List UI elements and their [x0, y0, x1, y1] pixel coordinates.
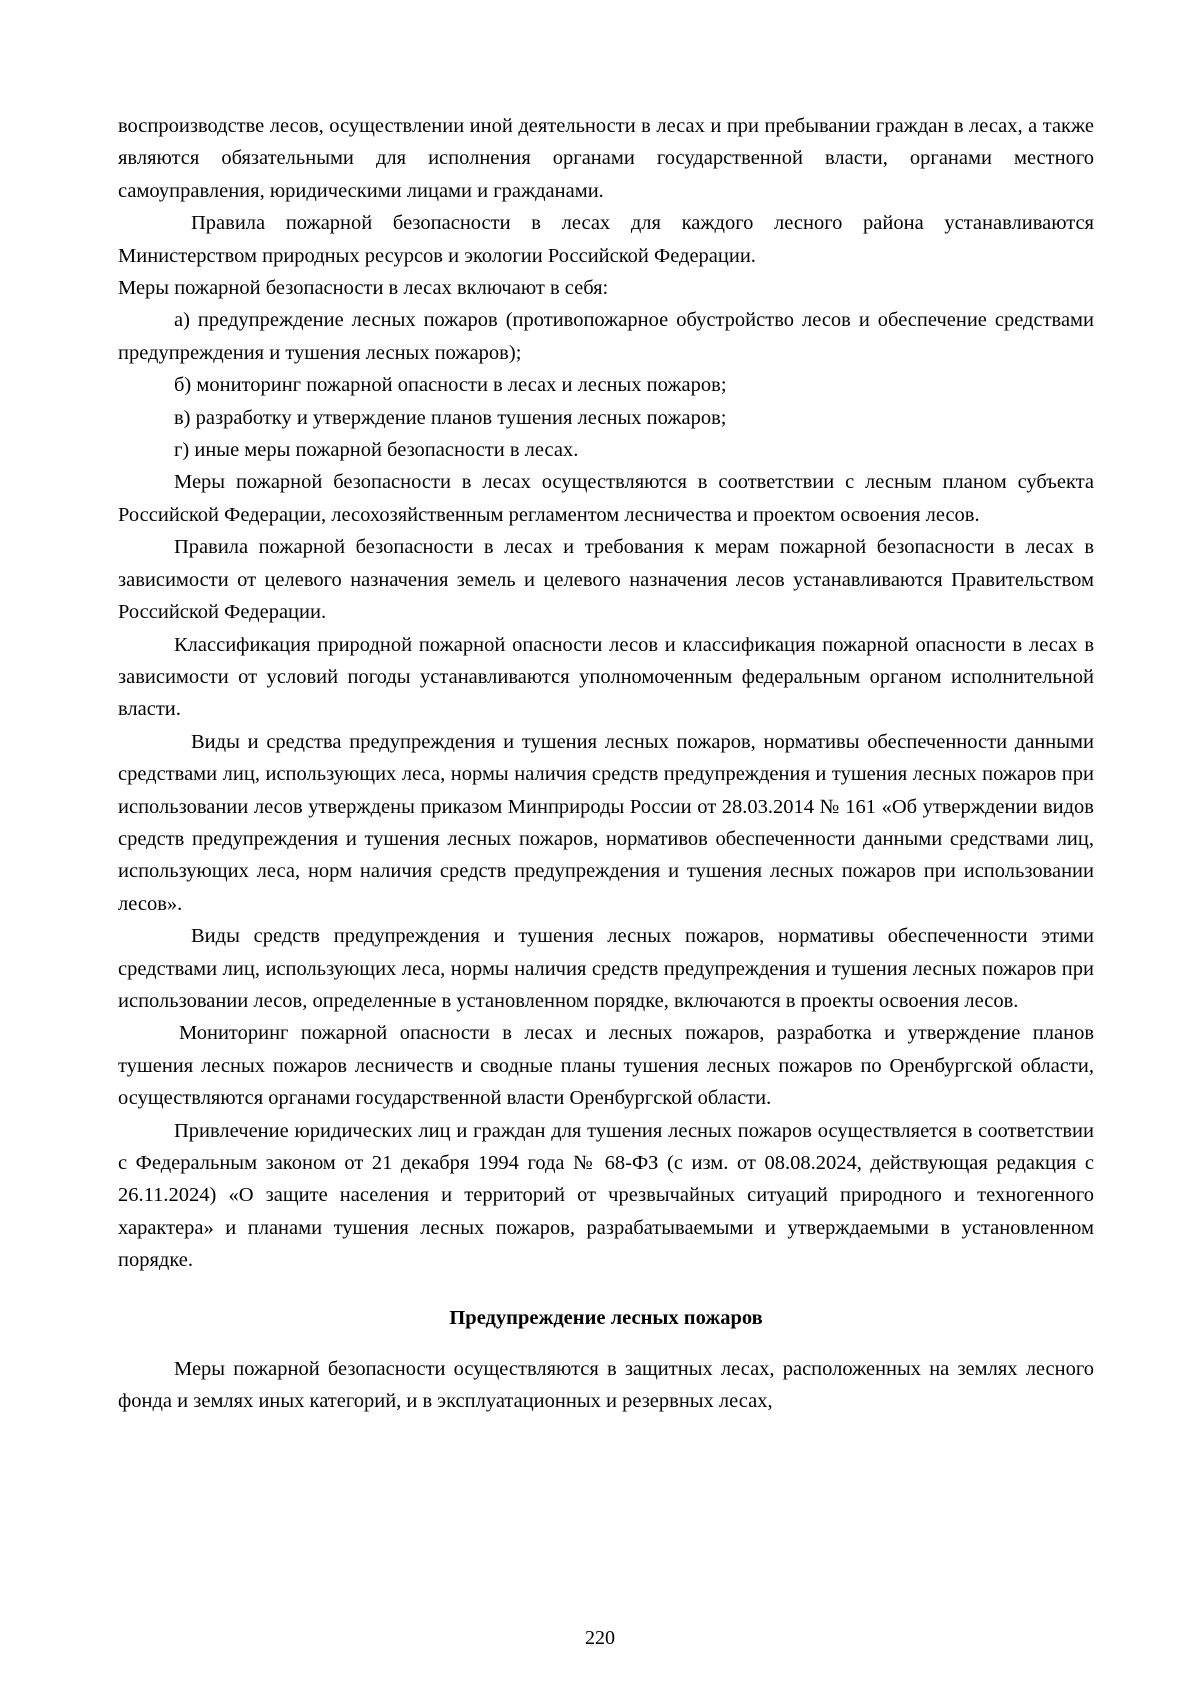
paragraph-rules-by-district: Правила пожарной безопасности в лесах для каждого лесного района устанавливаются Министерством природных ресурсов и экологии Российской Федерации.: [118, 212, 1094, 267]
document-body: [118, 110, 1094, 1418]
paragraph-continuation: воспроизводстве лесов, осуществлении иной деятельности в лесах и при пребывании граждан в лесах, а также являются обязательными для исполнения органами государственной власти, органами местного самоуправления, юридическими лицами и гражданами.: [118, 115, 1094, 202]
list-item-v: в) разработку и утверждение планов тушения лесных пожаров;: [174, 406, 727, 429]
paragraph-monitoring: Мониторинг пожарной опасности в лесах и лесных пожаров, разработка и утверждение планов тушения лесных пожаров лесничеств и сводные планы тушения лесных пожаров по Оренбургской области, осуществляются органами государственной власти Оренбургской области.: [118, 1022, 1094, 1110]
paragraph-protective-forests: Меры пожарной безопасности осуществляются в защитных лесах, расположенных на землях лесного фонда и землях иных категорий, и в эксплуатационных и резервных лесах,: [118, 1358, 1094, 1413]
paragraph-rules-government: Правила пожарной безопасности в лесах и требования к мерам пожарной безопасности в лесах в зависимости от целевого назначения земель и целевого назначения лесов устанавливаются Правительством Российской Федерации.: [118, 536, 1094, 624]
paragraph-classification: Классификация природной пожарной опасности лесов и классификация пожарной опасности в лесах в зависимости от условий погоды устанавливаются уполномоченным федеральным органом исполнительной власти.: [118, 633, 1094, 721]
list-item-g: г) иные меры пожарной безопасности в лесах.: [174, 439, 579, 462]
page-number: 220: [585, 1627, 615, 1649]
paragraph-involvement: Привлечение юридических лиц и граждан для тушения лесных пожаров осуществляется в соответствии с Федеральным законом от 21 декабря 1994 года № 68-ФЗ (с изм. от 08.08.2024, действующая редакция с 26.11.2024) «О защите населения и территорий от чрезвычайных ситуаций природного и техногенного характера» и планами тушения лесных пожаров, разрабатываемыми и утверждаемыми в установленном порядке.: [118, 1119, 1094, 1272]
list-item-b: б) мониторинг пожарной опасности в лесах и лесных пожаров;: [174, 374, 727, 397]
section-heading: Предупреждение лесных пожаров: [449, 1306, 763, 1329]
list-item-a: а) предупреждение лесных пожаров (противопожарное обустройство лесов и обеспечение средствами предупреждения и тушения лесных пожаров);: [118, 309, 1094, 364]
paragraph-measures-plan: Меры пожарной безопасности в лесах осуществляются в соответствии с лесным планом субъекта Российской Федерации, лесохозяйственным регламентом лесничества и проектом освоения лесов.: [118, 471, 1094, 526]
paragraph-types-means-order: Виды и средства предупреждения и тушения лесных пожаров, нормативы обеспеченности данными средствами лиц, использующих леса, нормы наличия средств предупреждения и тушения лесных пожаров при использовании лесов утверждены приказом Минприроды России от 28.03.2014 № 161 «Об утверждении видов средств предупреждения и тушения лесных пожаров, нормативов обеспеченности данными средствами лиц, использующих леса, норм наличия средств предупреждения и тушения лесных пожаров при использовании лесов».: [118, 730, 1094, 915]
paragraph-measures-intro: Меры пожарной безопасности в лесах включают в себя:: [118, 277, 609, 300]
paragraph-types-means-projects: Виды средств предупреждения и тушения лесных пожаров, нормативы обеспеченности этими средствами лиц, использующих леса, нормы наличия средств предупреждения и тушения лесных пожаров при использовании лесов, определенные в установленном порядке, включаются в проекты освоения лесов.: [118, 925, 1094, 1012]
